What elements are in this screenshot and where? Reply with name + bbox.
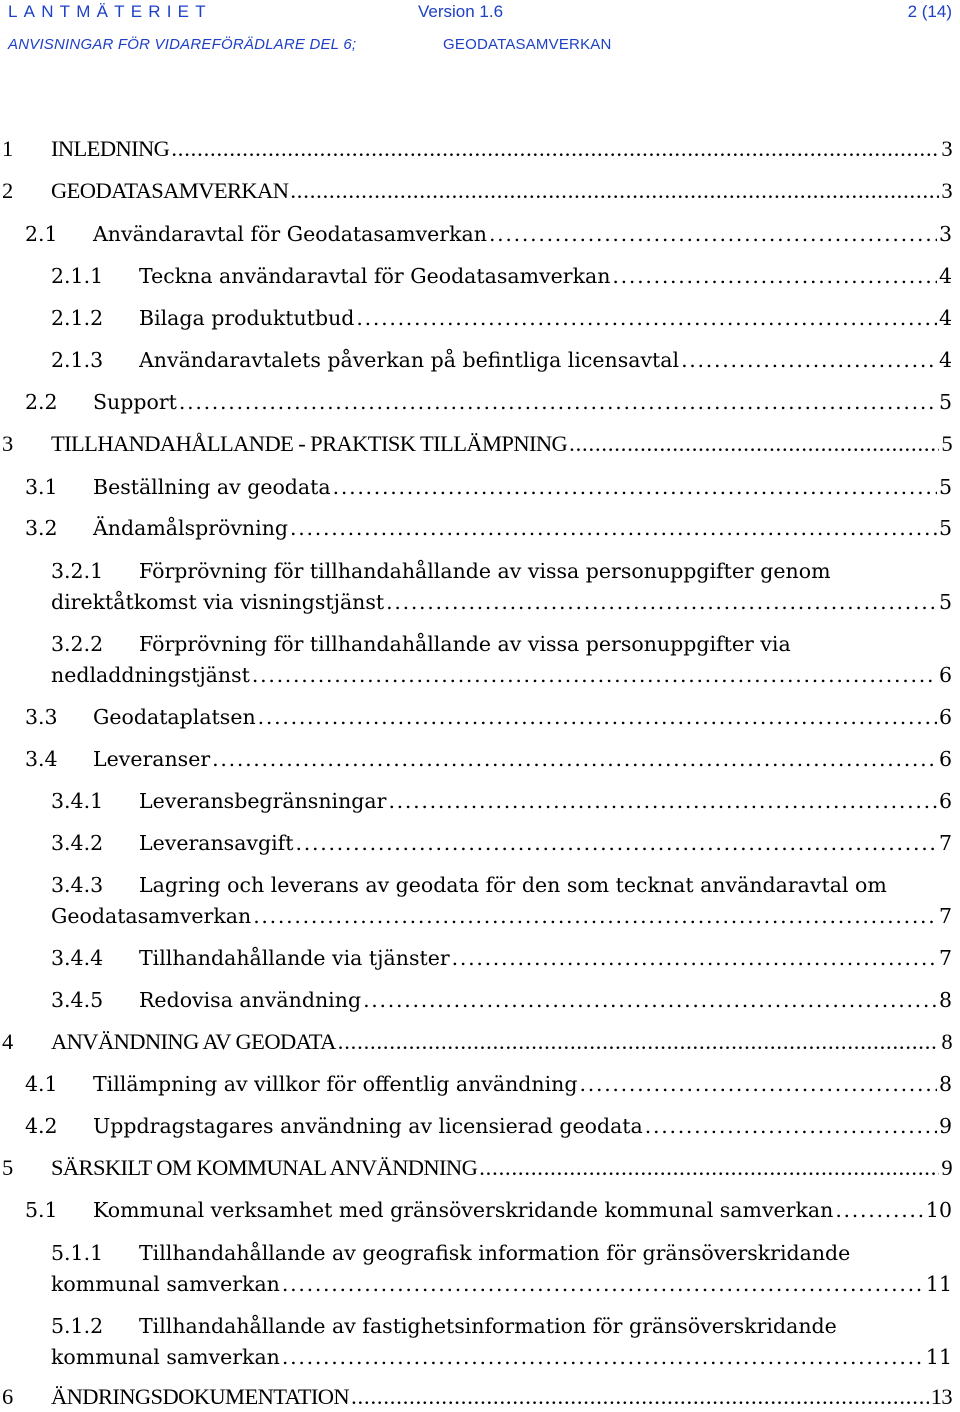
toc-entry-title: Leveranser (93, 747, 211, 771)
toc-entry[interactable] (0, 1195, 960, 1225)
toc-entry-title-continued: kommunal samverkan (51, 1272, 280, 1296)
toc-entry-number: 1 (2, 136, 13, 161)
toc-leader-dots (333, 472, 937, 502)
toc-leader-dots (290, 513, 937, 543)
toc-entry-number: 3.3 (25, 705, 58, 729)
toc-entry-number: 3.4.3 (51, 873, 104, 897)
toc-entry-title: SÄRSKILT OM KOMMUNAL ANVÄNDNING (51, 1155, 478, 1180)
toc-leader-dots (386, 587, 937, 617)
toc-leader-dots (645, 1111, 937, 1141)
toc-entry-title: Leveransbegränsningar (139, 789, 387, 813)
toc-entry[interactable] (0, 1238, 960, 1300)
toc-entry-title-continued: direktåtkomst via visningstjänst (51, 590, 385, 614)
toc-entry-number: 2.1.2 (51, 306, 104, 330)
toc-entry-page: 11 (925, 1345, 952, 1369)
toc-leader-dots (363, 985, 937, 1015)
toc-entry-number: 3.4.2 (51, 831, 104, 855)
toc-leader-dots (253, 901, 937, 931)
toc-entry-number: 5.1 (25, 1198, 58, 1222)
toc-leader-dots (835, 1195, 924, 1225)
toc-leader-dots (681, 345, 937, 375)
toc-entry-page: 5 (938, 475, 952, 499)
toc-entry-title: GEODATASAMVERKAN (51, 178, 289, 203)
toc-entry-page: 3 (941, 178, 952, 203)
toc-entry[interactable] (0, 513, 960, 543)
toc-entry-page: 6 (938, 789, 952, 813)
toc-leader-dots (351, 1382, 929, 1412)
toc-entry[interactable] (0, 828, 960, 858)
toc-leader-dots (258, 702, 937, 732)
toc-entry[interactable] (0, 556, 960, 618)
toc-entry-page: 3 (941, 136, 952, 161)
toc-entry-title: Bilaga produktutbud (139, 306, 355, 330)
toc-entry[interactable] (0, 303, 960, 333)
toc-entry-title: Uppdragstagares användning av licensierad geodata (93, 1114, 643, 1138)
toc-entry-title: TILLHANDAHÅLLANDE - PRAKTISK TILLÄMPNING (51, 431, 568, 456)
toc-entry-page: 6 (938, 705, 952, 729)
toc-entry-number: 3.4.5 (51, 988, 104, 1012)
toc-leader-dots (282, 1269, 924, 1299)
toc-entry-number: 2.2 (25, 390, 58, 414)
toc-entry-title-continued: Geodatasamverkan (51, 904, 252, 928)
toc-entry-number: 3.2.1 (51, 559, 104, 583)
toc-entry-title: Geodataplatsen (93, 705, 256, 729)
toc-entry-title: Lagring och leverans av geodata för den som tecknat användaravtal om (139, 873, 887, 897)
toc-entry-page: 13 (930, 1384, 952, 1409)
toc-entry[interactable] (0, 219, 960, 249)
toc-entry[interactable] (0, 1069, 960, 1099)
toc-entry-title: Tillhandahållande av geografisk information för gränsöverskridande (139, 1241, 851, 1265)
toc-entry-title: Beställning av geodata (93, 475, 331, 499)
toc-leader-dots (171, 134, 939, 164)
toc-entry-number: 2 (2, 178, 13, 203)
toc-entry[interactable] (0, 1153, 960, 1183)
toc-entry-title: INLEDNING (51, 136, 170, 161)
toc-entry-number: 5 (2, 1155, 13, 1180)
toc-entry-page: 5 (938, 516, 952, 540)
toc-entry-title-continued: kommunal samverkan (51, 1345, 280, 1369)
toc-entry-number: 4.1 (25, 1072, 58, 1096)
toc-entry[interactable] (0, 629, 960, 691)
toc-leader-dots (388, 786, 937, 816)
toc-entry[interactable] (0, 870, 960, 932)
toc-entry[interactable] (0, 472, 960, 502)
toc-entry-page: 5 (941, 431, 952, 456)
toc-entry-title: Förprövning för tillhandahållande av vissa personuppgifter genom (139, 559, 831, 583)
toc-entry[interactable] (0, 1111, 960, 1141)
toc-entry-title: Tillhandahållande via tjänster (139, 946, 450, 970)
toc-entry-number: 5.1.1 (51, 1241, 104, 1265)
toc-entry-title: Redovisa användning (139, 988, 362, 1012)
toc-entry-title-continued: nedladdningstjänst (51, 663, 250, 687)
toc-leader-dots (489, 219, 937, 249)
toc-entry-page: 11 (925, 1272, 952, 1296)
toc-entry-page: 5 (938, 390, 952, 414)
toc-leader-dots (212, 744, 937, 774)
toc-entry-page: 6 (938, 663, 952, 687)
toc-entry-title: Kommunal verksamhet med gränsöverskridande kommunal samverkan (93, 1198, 834, 1222)
toc-entry-number: 2.1.1 (51, 264, 104, 288)
toc-entry-number: 3 (2, 431, 13, 456)
toc-entry-page: 8 (941, 1029, 952, 1054)
toc-entry[interactable] (0, 429, 960, 459)
toc-entry-title: Användaravtalets påverkan på befintliga licensavtal (139, 348, 680, 372)
toc-entry-page: 8 (938, 1072, 952, 1096)
toc-entry[interactable] (0, 261, 960, 291)
toc-entry[interactable] (0, 176, 960, 206)
toc-entry-title: Ändamålsprövning (93, 516, 289, 540)
toc-entry-page: 8 (938, 988, 952, 1012)
toc-entry-page: 4 (938, 306, 952, 330)
toc-leader-dots (479, 1153, 939, 1183)
toc-leader-dots (290, 176, 939, 206)
document-subtitle: GEODATASAMVERKAN (443, 36, 612, 53)
toc-entry[interactable] (0, 985, 960, 1015)
toc-leader-dots (452, 943, 937, 973)
toc-entry[interactable] (0, 345, 960, 375)
toc-entry[interactable] (0, 702, 960, 732)
toc-entry-title: Användaravtal för Geodatasamverkan (93, 222, 487, 246)
toc-entry-title: Teckna användaravtal för Geodatasamverkan (139, 264, 611, 288)
toc-entry-page: 10 (925, 1198, 952, 1222)
toc-entry-page: 3 (938, 222, 952, 246)
document-title: ANVISNINGAR FÖR VIDAREFÖRÄDLARE DEL 6; (8, 36, 357, 53)
toc-leader-dots (296, 828, 937, 858)
toc-entry-page: 6 (938, 747, 952, 771)
toc-leader-dots (569, 429, 939, 459)
toc-entry-title: ANVÄNDNING AV GEODATA (51, 1029, 336, 1054)
toc-entry-title: Tillämpning av villkor för offentlig användning (93, 1072, 578, 1096)
toc-entry-page: 5 (938, 590, 952, 614)
toc-entry-page: 9 (938, 1114, 952, 1138)
toc-entry-page: 7 (938, 904, 952, 928)
toc-entry[interactable] (0, 1027, 960, 1057)
toc-leader-dots (252, 660, 937, 690)
toc-entry[interactable] (0, 744, 960, 774)
toc-entry-number: 6 (2, 1384, 13, 1409)
toc-entry[interactable] (0, 943, 960, 973)
toc-entry-number: 3.4.4 (51, 946, 104, 970)
toc-leader-dots (356, 303, 937, 333)
toc-entry-number: 3.2 (25, 516, 58, 540)
toc-entry-page: 7 (938, 831, 952, 855)
toc-entry-page: 4 (938, 348, 952, 372)
toc-leader-dots (179, 387, 937, 417)
toc-entry[interactable] (0, 1311, 960, 1373)
toc-entry-title: Leveransavgift (139, 831, 294, 855)
toc-entry[interactable] (0, 134, 960, 164)
toc-entry-number: 5.1.2 (51, 1314, 104, 1338)
toc-leader-dots (338, 1027, 940, 1057)
toc-entry-number: 2.1 (25, 222, 58, 246)
toc-leader-dots (612, 261, 937, 291)
toc-entry-number: 2.1.3 (51, 348, 104, 372)
toc-entry-title: Förprövning för tillhandahållande av vissa personuppgifter via (139, 632, 791, 656)
toc-entry-number: 3.4 (25, 747, 58, 771)
toc-entry-number: 3.1 (25, 475, 58, 499)
toc-entry-title: Tillhandahållande av fastighetsinformation för gränsöverskridande (139, 1314, 837, 1338)
toc-entry-number: 3.2.2 (51, 632, 104, 656)
toc-leader-dots (580, 1069, 937, 1099)
page-number: 2 (14) (907, 2, 952, 21)
toc-entry-number: 4.2 (25, 1114, 58, 1138)
toc-entry-number: 4 (2, 1029, 13, 1054)
toc-entry[interactable] (0, 387, 960, 417)
toc-entry-page: 7 (938, 946, 952, 970)
toc-entry[interactable] (0, 786, 960, 816)
toc-entry-title: Support (93, 390, 177, 414)
version-label: Version 1.6 (418, 2, 504, 21)
toc-entry-page: 9 (941, 1155, 952, 1180)
toc-entry-number: 3.4.1 (51, 789, 104, 813)
toc-leader-dots (282, 1342, 924, 1372)
toc-entry[interactable] (0, 1382, 960, 1412)
organization-name: LANTMÄTERIET (8, 2, 212, 21)
toc-entry-page: 4 (938, 264, 952, 288)
toc-entry-title: ÄNDRINGSDOKUMENTATION (51, 1384, 350, 1409)
